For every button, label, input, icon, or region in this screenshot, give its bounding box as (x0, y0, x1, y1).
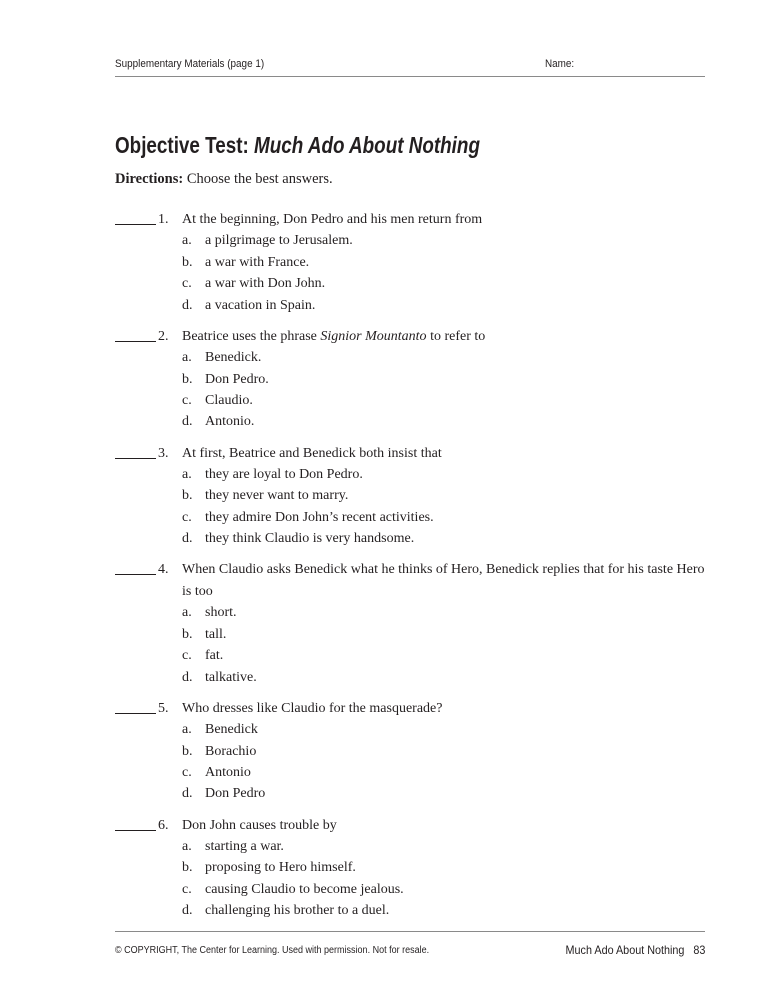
directions-text: Choose the best answers. (183, 171, 333, 187)
option-letter: d. (182, 414, 193, 430)
option-letter: b. (182, 626, 193, 642)
stem-text: When Claudio asks Benedick what he thinks of Hero, Benedick replies that for his taste Hero is too (182, 562, 705, 599)
answer-option (115, 762, 715, 783)
footer-book-page (565, 943, 705, 957)
option-letter: b. (182, 254, 193, 270)
answer-option (115, 507, 715, 528)
answer-option (115, 347, 715, 368)
answer-option (115, 879, 715, 900)
option-text: Claudio. (205, 393, 253, 409)
answer-option (115, 900, 715, 921)
answer-blank[interactable] (115, 326, 156, 342)
page-number: 83 (692, 943, 705, 957)
answer-option (115, 783, 715, 804)
question-item (115, 443, 715, 550)
page-header (115, 58, 705, 77)
answer-option (115, 602, 715, 623)
answer-blank[interactable] (115, 815, 156, 831)
question-number: 5. (158, 700, 169, 716)
answer-blank[interactable] (115, 443, 156, 459)
option-text: short. (205, 605, 237, 621)
option-text: challenging his brother to a duel. (205, 903, 390, 919)
stem-text: At the beginning, Don Pedro and his men return from (182, 212, 483, 227)
answer-option (115, 836, 715, 857)
option-letter: a. (182, 605, 192, 621)
option-text: a war with France. (205, 254, 310, 270)
question-number: 4. (158, 562, 169, 578)
option-text: causing Claudio to become jealous. (205, 881, 404, 897)
question-stem (182, 698, 715, 719)
directions (115, 171, 333, 188)
question-number: 1. (158, 212, 169, 227)
option-letter: d. (182, 531, 193, 547)
option-text: proposing to Hero himself. (205, 860, 356, 876)
option-letter: b. (182, 743, 193, 759)
stem-italic: Signior Mountanto (320, 328, 427, 344)
option-text: they never want to marry. (205, 488, 349, 504)
option-text: Borachio (205, 743, 257, 759)
option-letter: c. (182, 509, 192, 525)
answer-option (115, 390, 715, 411)
answer-option (115, 719, 715, 740)
stem-text: At first, Beatrice and Benedick both insist that (182, 445, 442, 461)
option-text: fat. (205, 648, 224, 664)
option-letter: b. (182, 860, 193, 876)
option-text: Antonio. (205, 414, 255, 430)
answer-option (115, 624, 715, 645)
answer-option (115, 273, 715, 294)
option-text: they admire Don John’s recent activities. (205, 509, 434, 525)
option-letter: c. (182, 276, 192, 292)
option-text: they are loyal to Don Pedro. (205, 467, 363, 483)
question-item (115, 815, 715, 922)
option-text: Benedick (205, 722, 258, 738)
answer-option (115, 485, 715, 506)
option-text: starting a war. (205, 838, 284, 854)
option-letter: a. (182, 722, 192, 738)
title-prefix: Objective Test: (115, 132, 255, 158)
option-text: Don Pedro. (205, 371, 269, 387)
option-letter: a. (182, 467, 192, 483)
answer-option (115, 857, 715, 878)
stem-text: to refer to (426, 328, 486, 344)
option-letter: a. (182, 233, 192, 249)
answer-option (115, 230, 715, 251)
header-section-label: Supplementary Materials (page 1) (115, 58, 265, 70)
answer-blank[interactable] (115, 559, 156, 575)
question-number: 2. (158, 328, 169, 344)
question-item (115, 326, 715, 433)
answer-option (115, 252, 715, 273)
question-stem (182, 209, 715, 230)
question-item (115, 698, 715, 805)
answer-option (115, 528, 715, 549)
stem-text: Don John causes trouble by (182, 817, 337, 833)
option-text: a war with Don John. (205, 276, 326, 292)
option-letter: b. (182, 488, 193, 504)
question-stem (182, 443, 715, 464)
question-item (115, 559, 715, 687)
option-text: a pilgrimage to Jerusalem. (205, 233, 353, 249)
option-text: they think Claudio is very handsome. (205, 531, 415, 547)
option-letter: d. (182, 669, 193, 685)
option-letter: a. (182, 838, 192, 854)
page-title (115, 132, 480, 159)
answer-option (115, 464, 715, 485)
answer-option (115, 369, 715, 390)
answer-blank[interactable] (115, 698, 156, 714)
option-text: Antonio (205, 764, 251, 780)
option-text: Benedick. (205, 350, 262, 366)
question-stem (182, 815, 715, 836)
question-list (115, 209, 715, 931)
answer-option (115, 667, 715, 688)
copyright-notice: © COPYRIGHT, The Center for Learning. Used with permission. Not for resale. (115, 945, 430, 956)
directions-label: Directions: (115, 171, 184, 187)
header-name-label: Name: (545, 58, 575, 70)
question-number: 6. (158, 817, 169, 833)
question-stem (182, 559, 715, 602)
option-letter: b. (182, 371, 193, 387)
question-number: 3. (158, 445, 169, 461)
page-footer (115, 931, 705, 957)
stem-text: Who dresses like Claudio for the masquerade? (182, 700, 443, 716)
answer-option (115, 411, 715, 432)
answer-option (115, 741, 715, 762)
option-text: Don Pedro (205, 786, 266, 802)
option-letter: c. (182, 881, 192, 897)
option-letter: a. (182, 350, 192, 366)
question-item (115, 209, 715, 316)
option-letter: d. (182, 297, 193, 313)
title-work: Much Ado About Nothing (254, 132, 480, 158)
answer-option (115, 645, 715, 666)
option-text: talkative. (205, 669, 257, 685)
answer-blank[interactable] (115, 209, 156, 225)
question-stem (182, 326, 715, 347)
option-letter: c. (182, 393, 192, 409)
option-text: tall. (205, 626, 227, 642)
stem-text: Beatrice uses the phrase (182, 328, 321, 344)
option-letter: d. (182, 786, 193, 802)
footer-book-title: Much Ado About Nothing (565, 943, 684, 957)
option-letter: c. (182, 764, 192, 780)
answer-option (115, 295, 715, 316)
option-letter: c. (182, 648, 192, 664)
option-text: a vacation in Spain. (205, 297, 316, 313)
option-letter: d. (182, 903, 193, 919)
